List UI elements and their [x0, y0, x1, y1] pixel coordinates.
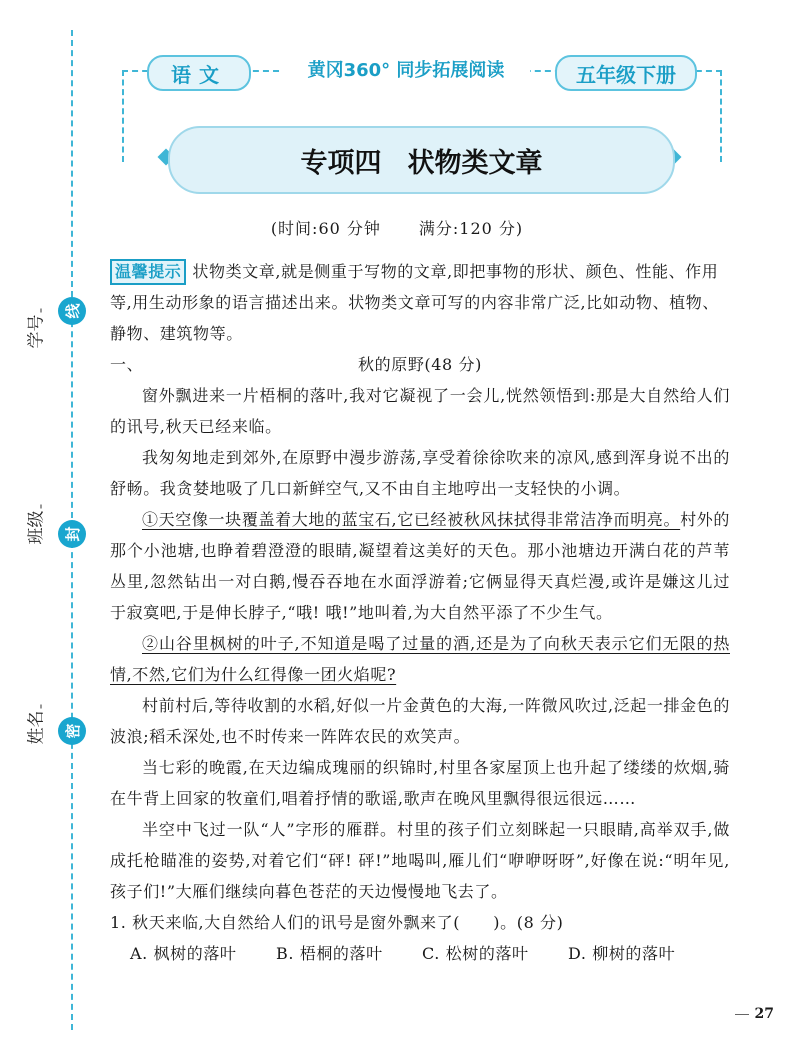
option-a[interactable]: A. 枫树的落叶 — [130, 944, 237, 963]
class-blank[interactable] — [27, 505, 42, 509]
student-id-field — [22, 309, 47, 349]
underlined-sentence-1: ①天空像一块覆盖着大地的蓝宝石,它已经被秋风抹拭得非常洁净而明亮。 — [142, 510, 681, 529]
tip-text: 状物类文章,就是侧重于写物的文章,即把事物的形状、颜色、性能、作用等,用生动形象的语言描述出来。状物类文章可写的内容非常广泛,比如动物、植物、静物、建筑物等。 — [110, 262, 719, 343]
binding-mark-secret: 密 — [58, 717, 86, 745]
page-number-value: 27 — [754, 1006, 774, 1022]
binding-mark-seal: 封 — [58, 520, 86, 548]
main-content — [110, 256, 730, 969]
class-field — [22, 505, 47, 545]
exam-score: 满分:120 分) — [418, 219, 524, 238]
passage-paragraph-1: 窗外飘进来一片梧桐的落叶,我对它凝视了一会儿,恍然领悟到:那是大自然给人们的讯号,秋天已经来临。 — [110, 386, 730, 436]
exam-info — [0, 216, 794, 239]
option-d[interactable]: D. 柳树的落叶 — [568, 944, 676, 963]
section-number: 一、 — [110, 355, 144, 374]
student-id-blank[interactable] — [27, 309, 42, 313]
question-1: 1. 秋天来临,大自然给人们的讯号是窗外飘来了( )。(8 分) — [110, 913, 564, 932]
section-title: 秋的原野(48 分) — [358, 355, 482, 374]
series-title: 黄冈360° 同步拓展阅读 — [282, 56, 530, 86]
section-heading — [110, 349, 730, 380]
grade-tag: 五年级下册 — [555, 55, 697, 91]
passage-paragraph-3 — [110, 504, 730, 628]
binding-mark-line: 线 — [58, 297, 86, 325]
name-field — [22, 705, 47, 745]
page-title — [168, 126, 675, 194]
passage-paragraph-7: 半空中飞过一队“人”字形的雁群。村里的孩子们立刻眯起一只眼睛,高举双手,做成托枪瞄准的姿势,对着它们“砰! 砰!”地喝叫,雁儿们“咿咿呀呀”,好像在说:“明年见,孩子们!”大雁们继续向暮色苍茫的天边慢慢地飞去了。 — [110, 820, 730, 901]
page-number — [735, 1006, 774, 1022]
passage-paragraph-5: 村前村后,等待收割的水稻,好似一片金黄色的大海,一阵微风吹过,泛起一排金色的波浪;稻禾深处,也不时传来一阵阵农民的欢笑声。 — [110, 696, 730, 746]
tip-label: 温馨提示 — [110, 259, 186, 285]
name-blank[interactable] — [27, 705, 42, 709]
tip-block — [110, 256, 730, 349]
passage-paragraph-6: 当七彩的晚霞,在天边编成瑰丽的织锦时,村里各家屋顶上也升起了缕缕的炊烟,骑在牛背上回家的牧童们,唱着抒情的歌谣,歌声在晚风里飘得很远很远…… — [110, 758, 730, 808]
name-label: 姓名 — [26, 710, 47, 745]
passage-paragraph-3-rest: 村外的那个小池塘,也睁着碧澄澄的眼睛,凝望着这美好的天色。那小池塘边开满白花的芦苇丛里,忽然钻出一对白鹅,慢吞吞地在水面浮游着;它俩显得天真烂漫,或许是嫌这儿过于寂寞吧,于是伸长脖子,“哦! 哦!”地叫着,为大自然平添了不少生气。 — [110, 510, 730, 622]
subject-tag: 语文 — [147, 55, 251, 91]
exam-time: (时间:60 分钟 — [270, 219, 381, 238]
student-id-label: 学号 — [26, 314, 47, 349]
underlined-sentence-2: ②山谷里枫树的叶子,不知道是喝了过量的酒,还是为了向秋天表示它们无限的热情,不然,它们为什么红得像一团火焰呢? — [110, 634, 730, 684]
option-b[interactable]: B. 梧桐的落叶 — [276, 944, 383, 963]
passage-paragraph-2: 我匆匆地走到郊外,在原野中漫步游荡,享受着徐徐吹来的凉风,感到浑身说不出的舒畅。我贪婪地吸了几口新鲜空气,又不由自主地哼出一支轻快的小调。 — [110, 448, 730, 498]
class-label: 班级 — [26, 510, 47, 545]
title-section-number: 专项四 — [300, 147, 382, 179]
passage-paragraph-4 — [110, 628, 730, 690]
title-topic: 状物类文章 — [407, 147, 543, 179]
option-c[interactable]: C. 松树的落叶 — [422, 944, 529, 963]
question-1-options — [110, 938, 730, 969]
